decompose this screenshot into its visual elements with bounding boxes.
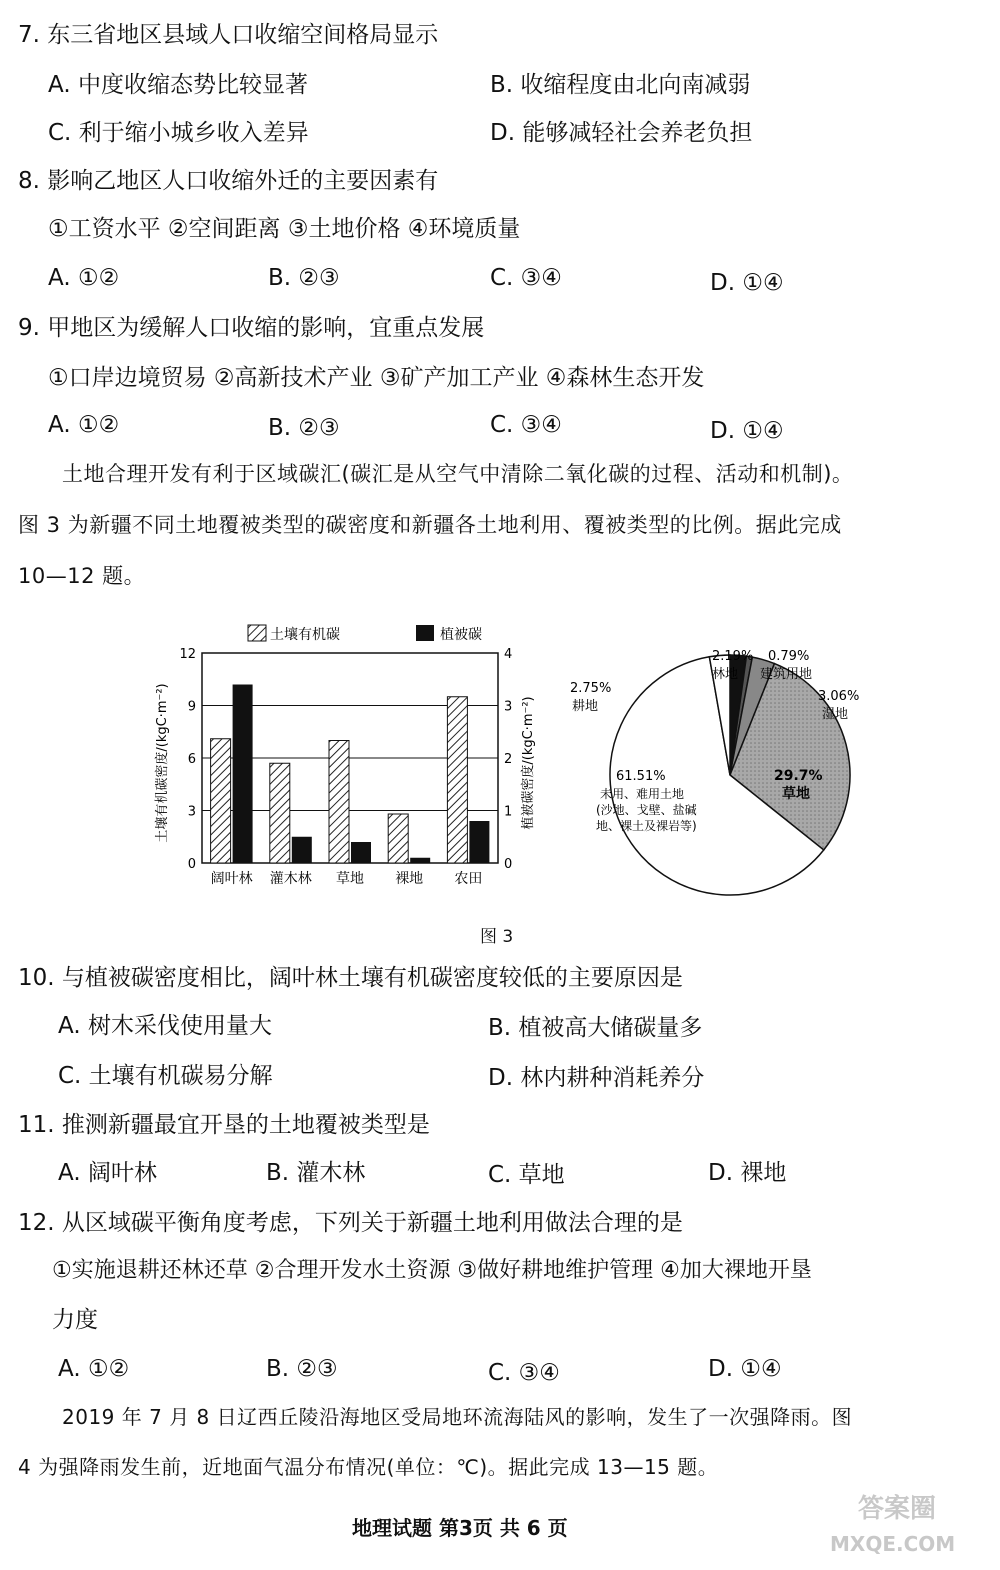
q10-option-d: D. 林内耕种消耗养分	[488, 1065, 705, 1091]
pie-wet-label: 湿地	[822, 707, 849, 722]
pie-unused-pct: 61.51%	[616, 769, 666, 784]
right-tick-label: 2	[504, 752, 513, 767]
q8-stem: 8. 影响乙地区人口收缩外迁的主要因素有	[18, 168, 439, 194]
q11-stem: 11. 推测新疆最宜开垦的土地覆被类型是	[18, 1112, 430, 1138]
category-label: 灌木林	[269, 871, 312, 887]
pie-built-pct: 0.79%	[768, 649, 810, 664]
pie-grass-pct: 29.7%	[774, 768, 823, 784]
q7-option-d: D. 能够减轻社会养老负担	[490, 120, 753, 146]
q11-option-d: D. 裸地	[708, 1160, 787, 1186]
soil-carbon-bar	[211, 739, 231, 863]
left-tick-label: 6	[187, 752, 196, 767]
q11-option-c: C. 草地	[488, 1162, 565, 1188]
left-tick-label: 9	[187, 699, 196, 715]
right-tick-label: 0	[504, 857, 513, 872]
category-label: 草地	[336, 871, 364, 887]
pie-unused-label-2: (沙地、戈壁、盐碱	[596, 803, 697, 817]
right-tick-label: 3	[504, 699, 513, 715]
q12-items-line2: 力度	[52, 1307, 98, 1333]
pie-built-label: 建筑用地	[760, 667, 813, 682]
land-use-pie-chart	[570, 630, 870, 900]
pie-forest-label: 林地	[712, 667, 739, 682]
pie-farm-label: 耕地	[572, 699, 599, 714]
soil-carbon-bar	[270, 763, 290, 863]
passage1-line1: 土地合理开发有利于区域碳汇(碳汇是从空气中清除二氧化碳的过程、活动和机制)。	[62, 462, 854, 486]
category-label: 裸地	[395, 871, 424, 887]
q8-option-a: A. ①②	[48, 265, 120, 291]
left-tick-label: 12	[179, 647, 196, 662]
passage1-line2: 图 3 为新疆不同土地覆被类型的碳密度和新疆各土地利用、覆被类型的比例。据此完成	[18, 513, 842, 537]
right-tick-label: 1	[504, 804, 513, 820]
vegetation-carbon-bar	[233, 685, 253, 864]
q10-stem: 10. 与植被碳密度相比，阔叶林土壤有机碳密度较低的主要原因是	[18, 965, 683, 991]
q8-items: ①工资水平 ②空间距离 ③土地价格 ④环境质量	[48, 216, 521, 242]
q8-option-d: D. ①④	[710, 270, 784, 296]
q12-option-d: D. ①④	[708, 1356, 782, 1382]
soil-carbon-bar	[447, 697, 467, 863]
q9-option-d: D. ①④	[710, 418, 784, 444]
q10-option-b: B. 植被高大储碳量多	[488, 1015, 703, 1041]
left-axis-label: 土壤有机碳密度/(kgC·m⁻²)	[155, 683, 170, 843]
category-label: 农田	[454, 871, 483, 887]
pie-unused-label-1: 未用、难用土地	[600, 787, 685, 801]
passage2-line1: 2019 年 7 月 8 日辽西丘陵沿海地区受局地环流海陆风的影响，发生了一次强降雨。图	[62, 1405, 853, 1429]
q7-option-b: B. 收缩程度由北向南减弱	[490, 72, 751, 98]
right-axis-label: 植被碳密度/(kgC·m⁻²)	[521, 696, 536, 830]
q7-option-a: A. 中度收缩态势比较显著	[48, 72, 308, 98]
vegetation-carbon-bar	[351, 842, 371, 863]
figure-caption: 图 3	[480, 927, 514, 947]
vegetation-carbon-bar	[410, 858, 430, 863]
q11-option-a: A. 阔叶林	[58, 1160, 157, 1186]
vegetation-carbon-bar	[469, 821, 489, 863]
pie-wet-pct: 3.06%	[818, 689, 860, 704]
q8-option-c: C. ③④	[490, 265, 562, 291]
right-tick-label: 4	[504, 647, 513, 662]
q12-option-a: A. ①②	[58, 1356, 130, 1382]
soil-carbon-bar	[388, 814, 408, 863]
pie-farm-pct: 2.75%	[570, 681, 612, 696]
vegetation-carbon-bar	[292, 837, 312, 863]
legend-veg-swatch	[416, 625, 434, 641]
q9-stem: 9. 甲地区为缓解人口收缩的影响，宜重点发展	[18, 315, 485, 341]
q9-option-c: C. ③④	[490, 412, 562, 438]
watermark-url: MXQE.COM	[830, 1532, 956, 1556]
q7-option-c: C. 利于缩小城乡收入差异	[48, 120, 309, 146]
q12-stem: 12. 从区域碳平衡角度考虑，下列关于新疆土地利用做法合理的是	[18, 1210, 683, 1236]
soil-carbon-bar	[329, 741, 349, 864]
left-tick-label: 0	[187, 857, 196, 872]
pie-grass-label: 草地	[782, 786, 810, 802]
left-tick-label: 3	[187, 804, 196, 820]
passage2-line2: 4 为强降雨发生前，近地面气温分布情况(单位：℃)。据此完成 13—15 题。	[18, 1455, 719, 1479]
legend-soil-label: 土壤有机碳	[270, 627, 340, 643]
watermark-logo-text: 答案圈	[858, 1494, 937, 1524]
pie-unused-label-3: 地、裸土及裸岩等)	[596, 819, 697, 833]
q9-option-a: A. ①②	[48, 412, 120, 438]
q7-stem: 7. 东三省地区县域人口收缩空间格局显示	[18, 22, 439, 48]
page-footer: 地理试题 第3页 共 6 页	[352, 1516, 568, 1540]
q12-option-b: B. ②③	[266, 1356, 338, 1382]
q12-items-line1: ①实施退耕还林还草 ②合理开发水土资源 ③做好耕地维护管理 ④加大裸地开垦	[52, 1258, 812, 1283]
pie-forest-pct: 2.19%	[712, 649, 754, 664]
legend-soil-swatch	[248, 625, 266, 641]
carbon-density-bar-chart	[150, 615, 550, 895]
q8-option-b: B. ②③	[268, 265, 340, 291]
passage1-line3: 10—12 题。	[18, 564, 146, 588]
category-label: 阔叶林	[210, 871, 253, 887]
q12-option-c: C. ③④	[488, 1360, 560, 1386]
legend-veg-label: 植被碳	[440, 627, 482, 643]
q9-option-b: B. ②③	[268, 415, 340, 441]
q10-option-a: A. 树木采伐使用量大	[58, 1013, 272, 1039]
q10-option-c: C. 土壤有机碳易分解	[58, 1063, 273, 1089]
q9-items: ①口岸边境贸易 ②高新技术产业 ③矿产加工产业 ④森林生态开发	[48, 365, 705, 391]
q11-option-b: B. 灌木林	[266, 1160, 366, 1186]
